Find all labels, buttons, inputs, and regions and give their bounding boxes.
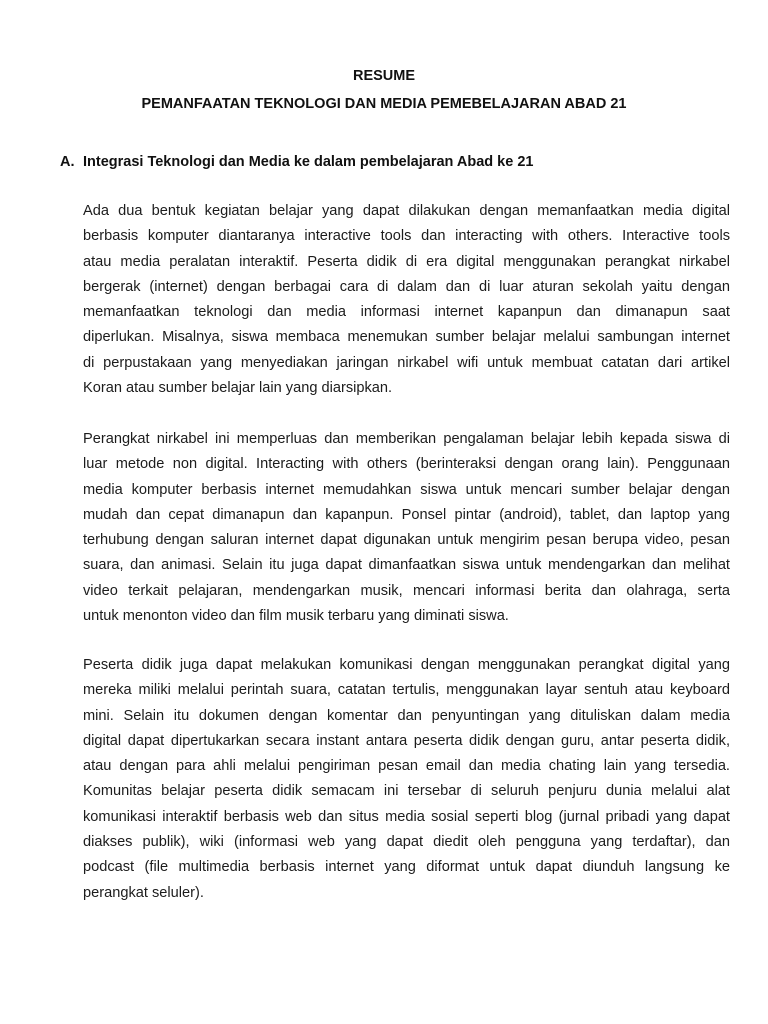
section-marker: A. bbox=[60, 154, 75, 170]
document-title: RESUME bbox=[352, 68, 416, 84]
paragraph-line: media komputer berbasis internet memudahkan siswa untuk mencari sumber belajar dengan bbox=[83, 481, 730, 498]
paragraph-line: diperlukan. Misalnya, siswa membaca menemukan sumber belajar melalui sambungan internet bbox=[83, 329, 730, 346]
paragraph-3 bbox=[83, 653, 730, 906]
paragraph-line: Ada dua bentuk kegiatan belajar yang dapat dilakukan dengan memanfaatkan media digital bbox=[83, 203, 730, 219]
paragraph-line: memanfaatkan teknologi dan media informasi internet kapanpun dan dimanapun saat bbox=[83, 304, 730, 321]
paragraph-line: Koran atau sumber belajar lain yang diarsipkan. bbox=[83, 380, 393, 397]
paragraph-2 bbox=[83, 427, 730, 629]
paragraph-line: mudah dan cepat dimanapun dan kapanpun. Ponsel pintar (android), tablet, dan laptop yang bbox=[83, 506, 730, 523]
paragraph-line: berbasis komputer diantaranya interactive tools dan interacting with others. Interactive tools bbox=[83, 228, 730, 245]
document-subtitle: PEMANFAATAN TEKNOLOGI DAN MEDIA PEMEBELAJARAN ABAD 21 bbox=[141, 96, 627, 112]
paragraph-line: perangkat seluler). bbox=[83, 884, 204, 901]
paragraph-line: di perpustakaan yang menyediakan jaringan nirkabel wifi untuk membuat catatan dari artikel bbox=[83, 354, 730, 371]
paragraph-line: atau media peralatan interaktif. Peserta didik di era digital menggunakan perangkat nirkabel bbox=[83, 253, 730, 270]
paragraph-line: diakses publik), wiki (informasi web yang dapat diedit oleh pengguna yang terdaftar), dan bbox=[83, 834, 730, 851]
section-heading bbox=[60, 153, 533, 171]
paragraph-line: Peserta didik juga dapat melakukan komunikasi dengan menggunakan perangkat digital yang bbox=[83, 657, 730, 673]
paragraph-line: untuk menonton video dan film musik terbaru yang diminati siswa. bbox=[83, 608, 509, 625]
paragraph-1 bbox=[83, 199, 730, 401]
paragraph-line: suara, dan animasi. Selain itu juga dapat dimanfaatkan siswa untuk mendengarkan dan melihat bbox=[83, 557, 730, 574]
paragraph-line: luar metode non digital. Interacting with others (berinteraksi dengan orang lain). Penggunaan bbox=[83, 456, 730, 473]
paragraph-line: atau dengan para ahli melalui pengiriman pesan email dan media chating lain yang tersedia. bbox=[83, 758, 730, 775]
paragraph-line: mini. Selain itu dokumen dengan komentar dan penyuntingan yang dituliskan dalam media bbox=[83, 707, 730, 724]
paragraph-line: mereka miliki melalui perintah suara, catatan tertulis, menggunakan layar sentuh atau keyboard bbox=[83, 682, 730, 699]
paragraph-line: terhubung dengan saluran internet dapat digunakan untuk mengirim pesan berupa video, pesan bbox=[83, 532, 730, 549]
paragraph-line: Komunitas belajar peserta didik semacam ini tersebar di seluruh penjuru dunia melalui alat bbox=[83, 783, 730, 800]
paragraph-line: Perangkat nirkabel ini memperluas dan memberikan pengalaman belajar lebih kepada siswa di bbox=[83, 431, 730, 447]
paragraph-line: komunikasi interaktif berbasis web dan situs media sosial seperti blog (jurnal pribadi yang dapat bbox=[83, 808, 730, 825]
section-heading-text: Integrasi Teknologi dan Media ke dalam pembelajaran Abad ke 21 bbox=[83, 154, 534, 170]
paragraph-line: podcast (file multimedia berbasis internet yang diformat untuk dapat diunduh langsung ke bbox=[83, 859, 730, 876]
paragraph-line: video terkait pelajaran, mendengarkan musik, mencari informasi berita dan olahraga, serta bbox=[83, 582, 730, 599]
paragraph-line: bergerak (internet) dengan berbagai cara di dalam dan di luar aturan sekolah yaitu dengan bbox=[83, 278, 730, 295]
paragraph-line: digital dapat dipertukarkan secara instant antara peserta didik dengan guru, antar peserta didik, bbox=[83, 732, 730, 749]
